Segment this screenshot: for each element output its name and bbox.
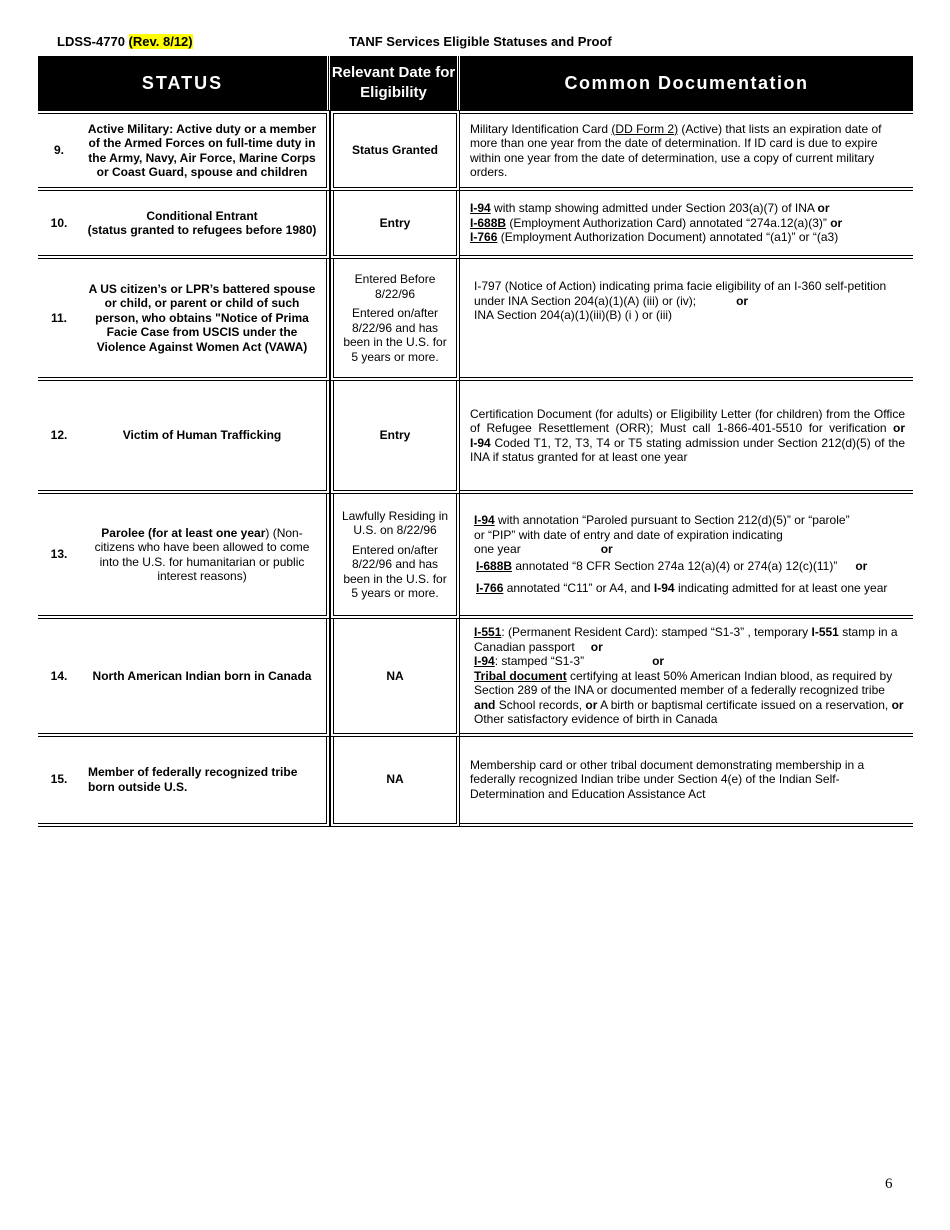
table-row — [38, 381, 913, 494]
docs-form-code: I-94 — [474, 513, 495, 528]
documentation-cell — [460, 110, 913, 191]
row-number: 15. — [38, 737, 80, 827]
date-cell — [330, 494, 460, 619]
docs-text: with stamp showing admitted under Section 203(a)(7) of INA — [490, 201, 818, 216]
docs-text: School records, — [495, 697, 586, 712]
docs-or: or — [830, 215, 843, 230]
docs-text: or “PIP” with date of entry and date of expiration indicating — [474, 527, 783, 542]
docs-text: A birth or baptismal certificate issued on a reservation, — [597, 697, 892, 712]
docs-form-code: I-551 — [474, 625, 502, 639]
row-number: 14. — [38, 619, 80, 737]
docs-form-code: I-551 — [811, 625, 839, 639]
docs-form-code: I-766 — [470, 230, 498, 245]
document-title: TANF Services Eligible Statuses and Proof — [349, 34, 612, 49]
docs-text: indicating admitted for at least one year — [674, 581, 888, 596]
table-row — [38, 494, 913, 619]
docs-text: stamp in a Canadian passport — [474, 625, 898, 654]
row-number: 11. — [38, 259, 80, 381]
table-row — [38, 737, 913, 827]
date-condition: Entered on/after 8/22/96 and has been in the U.S. for 5 years or more. — [343, 306, 447, 364]
docs-form-code: I-94 — [474, 654, 495, 668]
status-title: Conditional Entrant — [146, 208, 258, 223]
status-cell: Victim of Human Trafficking — [80, 381, 330, 494]
form-id: LDSS-4770 — [57, 34, 125, 49]
documentation-cell — [460, 494, 913, 619]
docs-text: Coded T1, T2, T3, T4 or T5 stating admission under Section 212(d)(5) of the INA if status granted for at least one year — [470, 435, 906, 464]
revision-label: (Rev. 8/12) — [128, 34, 193, 49]
docs-form-code: I-688B — [470, 215, 507, 230]
status-cell: A US citizen’s or LPR’s battered spouse or child, or parent or child of such person, who obtains "Notice of Prima Facie Case from USCIS under the Violence Against Women Act (VAWA) — [80, 259, 330, 381]
status-note: (status granted to refugees before 1980) — [87, 223, 317, 237]
documentation-cell — [460, 381, 913, 494]
docs-form-code: I-688B — [476, 558, 513, 573]
docs-or: or — [590, 639, 603, 654]
status-cell: Active Military: Active duty or a member of the Armed Forces on full-time duty in the Army, Navy, Air Force, Marine Corps or Coast Guard, spouse and children — [80, 110, 330, 191]
date-cell — [330, 259, 460, 381]
docs-text: Certification Document (for adults) or Eligibility Letter (for children) from the Office of Refugee Resettlement (ORR); Must call 1-866-401-5510 for verification — [470, 406, 906, 435]
docs-form-code: I-94 — [653, 581, 675, 596]
date-cell: Entry — [330, 191, 460, 259]
documentation-cell — [460, 191, 913, 259]
date-cell: Status Granted — [330, 110, 460, 191]
docs-form-code: I-94 — [470, 435, 491, 450]
status-title: Parolee (for at least one year — [101, 525, 266, 540]
docs-text: Other satisfactory evidence of birth in Canada — [474, 712, 718, 726]
documentation-cell — [460, 619, 913, 737]
date-cell: NA — [330, 619, 460, 737]
docs-or: or — [585, 697, 598, 712]
documentation-cell — [460, 259, 913, 381]
row-number: 9. — [38, 110, 80, 191]
docs-text: annotated “C11” or A4, and — [503, 581, 654, 596]
docs-text: Military Identification Card — [470, 121, 612, 136]
docs-or: or — [817, 201, 830, 216]
table-row — [38, 259, 913, 381]
docs-text: (Employment Authorization Card) annotated “274a.12(a)(3)” — [506, 215, 831, 230]
status-note: ) (Non-citizens who have been allowed to come into the U.S. for humanitarian or public interest reasons) — [94, 525, 310, 583]
date-cell: NA — [330, 737, 460, 827]
date-column-header — [330, 56, 460, 110]
status-column-header: STATUS — [38, 56, 330, 110]
docs-form-code: Tribal document — [474, 668, 567, 683]
table-row — [38, 110, 913, 191]
docs-text: annotated “8 CFR Section 274a 12(a)(4) or 274(a) 12(c)(11)” — [512, 558, 838, 573]
docs-and: and — [474, 697, 496, 712]
row-number: 13. — [38, 494, 80, 619]
docs-or: or — [893, 421, 906, 435]
status-cell: Member of federally recognized tribe born outside U.S. — [80, 737, 330, 827]
table-header-row — [38, 56, 913, 110]
status-cell — [80, 494, 330, 619]
docs-form-code: I-94 — [470, 201, 491, 216]
date-condition: Lawfully Residing in U.S. on 8/22/96 — [341, 508, 449, 537]
docs-or: or — [891, 697, 904, 712]
date-condition: Entered Before 8/22/96 — [354, 272, 436, 301]
docs-form-code: (DD Form 2) — [611, 121, 679, 136]
date-header-line2: Eligibility — [360, 84, 427, 101]
docs-or: or — [600, 542, 613, 557]
docs-text: INA Section 204(a)(1)(iii)(B) (i ) or (iii) — [474, 308, 673, 322]
docs-or: or — [855, 558, 868, 573]
eligibility-table — [38, 56, 913, 827]
table-row — [38, 191, 913, 259]
date-cell: Entry — [330, 381, 460, 494]
status-cell — [80, 191, 330, 259]
docs-or: or — [652, 654, 665, 668]
date-condition: Entered on/after 8/22/96 and has been in the U.S. for 5 years or more. — [343, 542, 447, 600]
table-row — [38, 619, 913, 737]
docs-text: I-797 (Notice of Action) indicating prima facie eligibility of an I-360 self-petition under INA Section 204(a)(1)(A) (iii) or (iv); — [474, 279, 887, 308]
docs-text: (Active) that lists an expiration date of more than one year from the date of determination. If ID card is due to expire within one year from the date of determination, use a copy of current military orders. — [470, 121, 882, 179]
docs-text: (Employment Authorization Document) annotated “(a1)” or “(a3) — [497, 230, 839, 245]
page-number: 6 — [885, 1176, 893, 1192]
docs-form-code: I-766 — [476, 581, 504, 596]
docs-text: with annotation “Paroled pursuant to Section 212(d)(5)” or “parole” — [494, 513, 850, 528]
docs-text: : (Permanent Resident Card): stamped “S1-3” , temporary — [501, 625, 812, 639]
documentation-cell: Membership card or other tribal document demonstrating membership in a federally recognized Indian tribe under Section 4(e) of the Indian Self-Determination and Education Assistance Act — [460, 737, 913, 827]
row-number: 12. — [38, 381, 80, 494]
date-header-line1: Relevant Date for — [331, 64, 456, 81]
docs-text: certifying at least 50% American Indian blood, as required by Section 289 of the INA or documented member of a federally recognized tribe — [474, 668, 893, 697]
docs-or: or — [736, 293, 749, 308]
status-cell: North American Indian born in Canada — [80, 619, 330, 737]
documentation-column-header: Common Documentation — [460, 56, 913, 110]
docs-text: one year — [474, 542, 521, 557]
docs-text: : stamped “S1-3” — [494, 654, 585, 668]
row-number: 10. — [38, 191, 80, 259]
form-id-header — [57, 34, 193, 49]
